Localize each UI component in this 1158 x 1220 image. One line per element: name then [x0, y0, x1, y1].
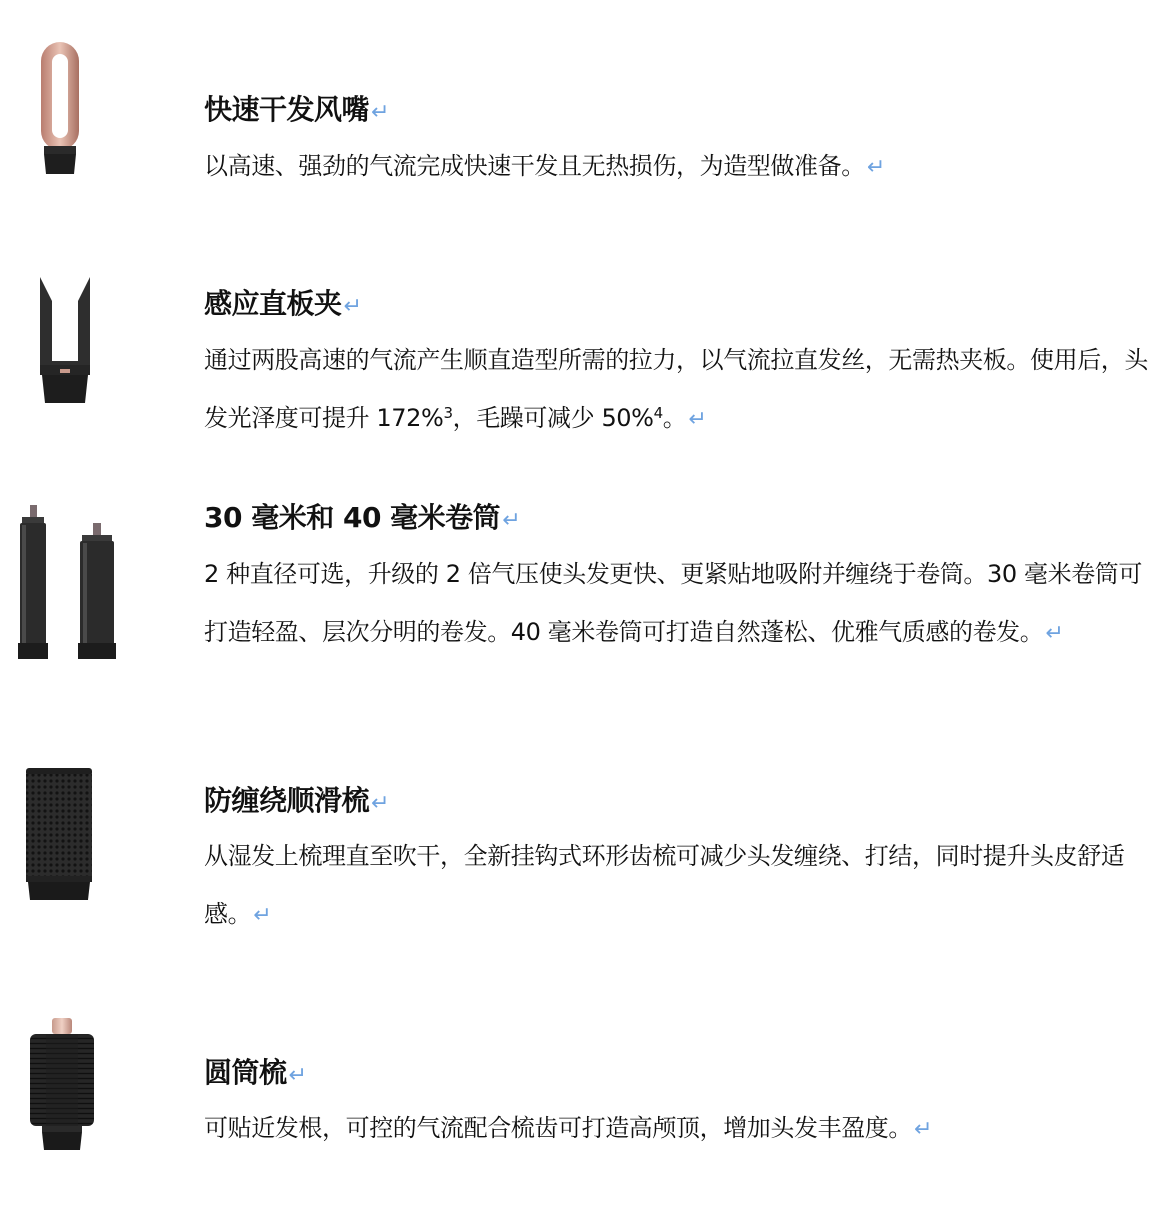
- return-mark: ↵: [288, 1063, 307, 1088]
- return-mark: ↵: [914, 1117, 933, 1142]
- round-brush-icon: [28, 1016, 96, 1156]
- section-description: 通过两股高速的气流产生顺直造型所需的拉力，以气流拉直发丝，无需热夹板。使用后，头发光泽度可提升 172%: [204, 346, 1148, 432]
- return-mark: ↵: [688, 407, 707, 432]
- return-mark: ↵: [253, 903, 272, 928]
- section-title: 快速干发风嘴: [204, 93, 370, 126]
- section-title: 圆筒梳: [204, 1056, 287, 1089]
- return-mark: ↵: [371, 100, 389, 125]
- section-description: 可贴近发根，可控的气流配合梳齿可打造高颅顶，增加头发丰盈度。: [204, 1114, 912, 1142]
- section-description: 2 种直径可选，升级的 2 倍气压使头发更快、更紧贴地吸附并缠绕于卷筒。30 毫米卷筒可打造轻盈、层次分明的卷发。40 毫米卷筒可打造自然蓬松、优雅气质感的卷发。: [204, 560, 1142, 646]
- section-description: 以高速、强劲的气流完成快速干发且无热损伤，为造型做准备。: [204, 152, 865, 180]
- section-title: 30 毫米和 40 毫米卷筒: [204, 501, 501, 534]
- rapid-dryer-nozzle-icon: [38, 40, 82, 180]
- straightener-clip-icon: [38, 275, 92, 411]
- return-mark: ↵: [866, 155, 885, 180]
- curling-barrels-icon: [16, 503, 116, 667]
- footnote-mark: 4: [653, 404, 663, 422]
- section-description: 从湿发上梳理直至吹干，全新挂钩式环形齿梳可减少头发缠绕、打结，同时提升头皮舒适感。: [204, 842, 1125, 928]
- return-mark: ↵: [502, 508, 521, 533]
- return-mark: ↵: [1045, 621, 1064, 646]
- section-title: 感应直板夹: [204, 287, 342, 320]
- anti-tangle-brush-icon: [24, 766, 94, 906]
- footnote-mark: 3: [443, 404, 453, 422]
- return-mark: ↵: [371, 791, 389, 816]
- section-title: 防缠绕顺滑梳: [204, 784, 370, 817]
- section-description-end: 。: [662, 404, 687, 432]
- section-description-cont: ，毛躁可减少 50%: [452, 404, 654, 432]
- return-mark: ↵: [343, 294, 362, 319]
